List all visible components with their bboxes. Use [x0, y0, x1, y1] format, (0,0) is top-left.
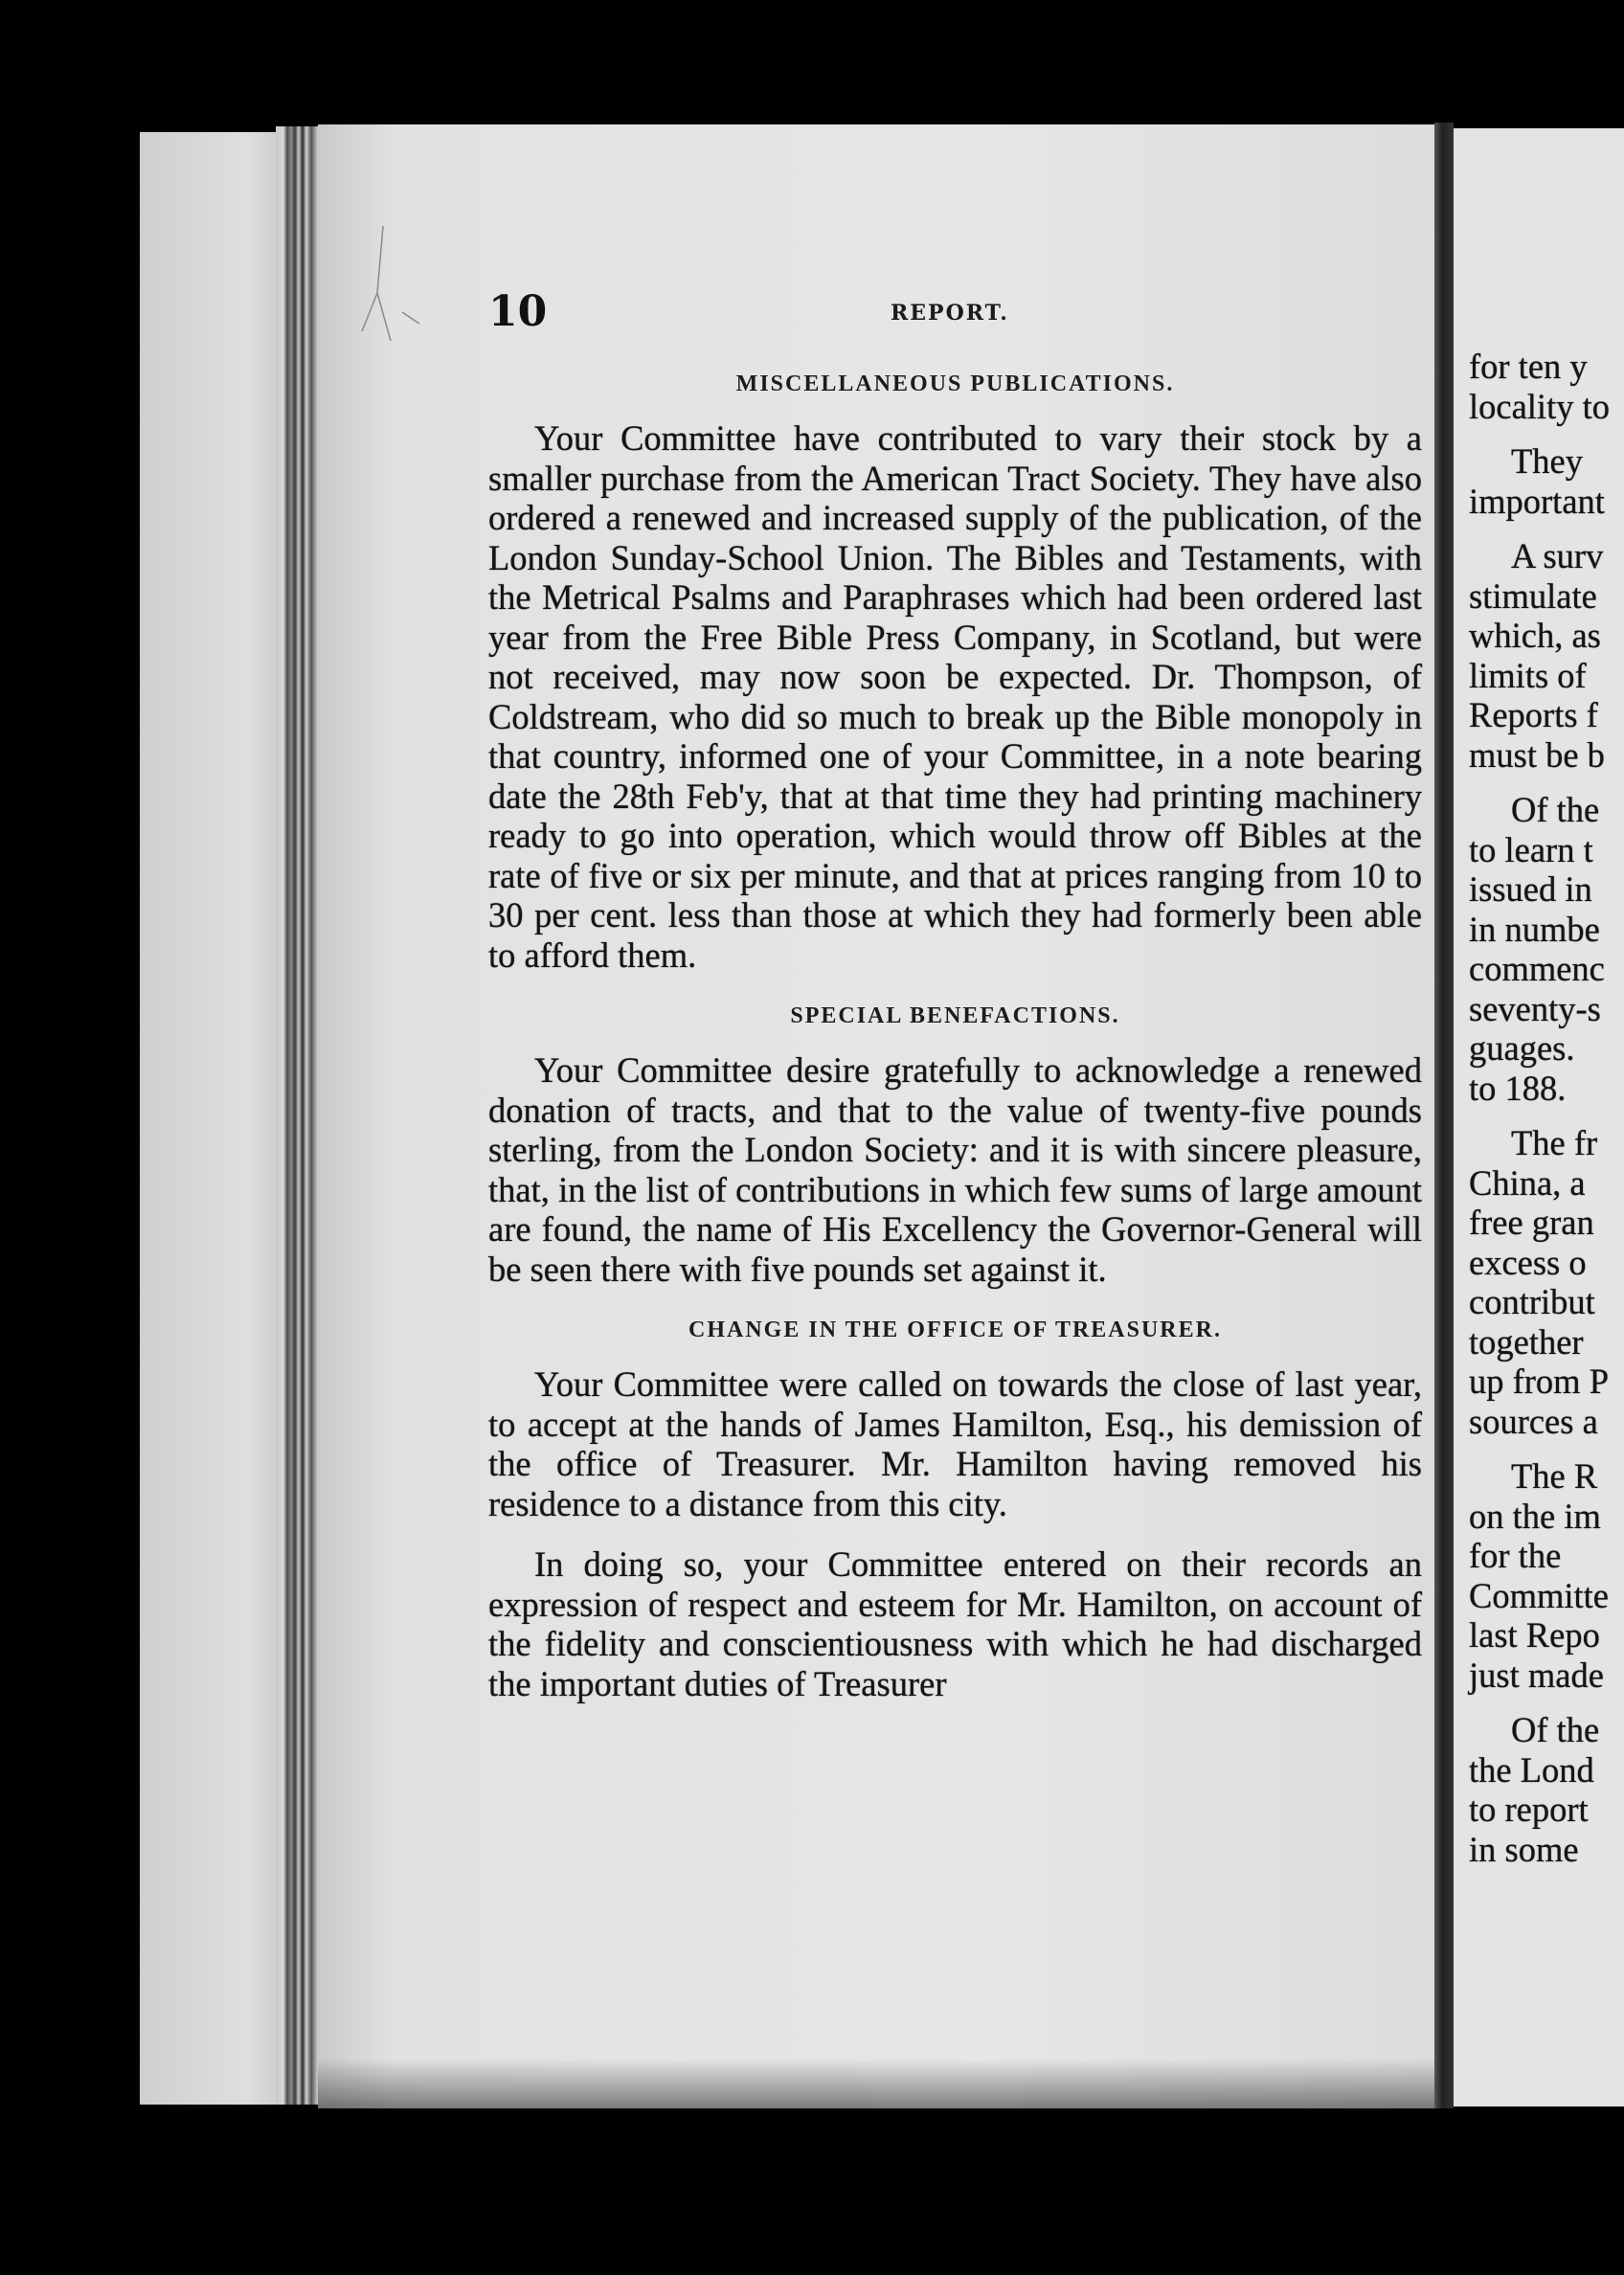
facing-line: for ten y: [1469, 347, 1588, 386]
facing-line: important: [1469, 481, 1605, 521]
paragraph-treasurer-2: In doing so, your Committee entered on their records an expression of respect and esteem for Mr. Hamilton, on account of the fidelity and conscientiousness with which he had discharged the important duties of Treasurer: [488, 1544, 1422, 1703]
facing-line: on the im: [1469, 1496, 1601, 1536]
facing-line: China, a: [1469, 1162, 1586, 1203]
facing-line: A surv: [1511, 536, 1604, 575]
page-stack-edge: [276, 126, 318, 2105]
facing-line: Of the: [1511, 790, 1600, 829]
facing-line: guages.: [1469, 1028, 1575, 1068]
facing-line: The R: [1511, 1456, 1598, 1496]
pencil-mark: [345, 216, 431, 370]
facing-line: locality to: [1469, 386, 1610, 426]
facing-line: Of the: [1511, 1710, 1600, 1749]
facing-page: [1454, 128, 1624, 2106]
facing-line: to report: [1469, 1790, 1589, 1829]
book-gutter: [1434, 123, 1454, 2110]
facing-line: Committe: [1469, 1575, 1609, 1615]
facing-line: contribut: [1469, 1282, 1595, 1321]
paragraph-benefactions: Your Committee desire gratefully to acknowledge a renewed donation of tracts, and that to the value of twenty-five pounds sterling, from the London Society: and it is with sincere pleasure, that, in the list of contributions in which few sums of large amount are found, the name of His Excellency the Governor-General will be seen there with five pounds set against it.: [488, 1050, 1422, 1289]
facing-line: just made: [1469, 1655, 1604, 1695]
facing-line: free gran: [1469, 1203, 1594, 1242]
page-body: [488, 372, 1422, 1703]
facing-line: in some: [1469, 1829, 1579, 1869]
facing-line: issued in: [1469, 869, 1592, 909]
facing-line: the Lond: [1469, 1749, 1594, 1790]
facing-line: up from P: [1469, 1362, 1609, 1401]
page-header: [488, 287, 1427, 345]
paragraph-treasurer-1: Your Committee were called on towards the close of last year, to accept at the hands of James Hamilton, Esq., his demission of the office of Treasurer. Mr. Hamilton having removed his residence to a distance from this city.: [488, 1364, 1422, 1523]
facing-line: to learn t: [1469, 829, 1593, 869]
facing-line: together: [1469, 1321, 1584, 1362]
section-heading-benefactions: SPECIAL BENEFACTIONS.: [790, 1003, 1120, 1028]
page-bottom-shadow: [318, 2059, 1436, 2108]
facing-line: excess o: [1469, 1242, 1587, 1282]
scan-background: [0, 2108, 1624, 2275]
previous-page-edge: [140, 132, 293, 2105]
page-number: 10: [488, 287, 548, 336]
facing-line: for the: [1469, 1536, 1562, 1575]
paragraph-miscellaneous: Your Committee have contributed to vary their stock by a smaller purchase from the American Tract Society. They have also ordered a renewed and increased supply of the publication, of the London Sunday-School Union. The Bibles and Testaments, with the Metrical Psalms and Paraphrases which had been ordered last year from the Free Bible Press Company, in Scotland, but were not received, may now soon be expected. Dr. Thompson, of Coldstream, who did so much to break up the Bible monopoly in that country, informed one of your Committee, in a note bearing date the 28th Feb'y, that at that time they had printing machinery ready to go into operation, which would throw off Bibles at the rate of five or six per minute, and that at prices ranging from 10 to 30 per cent. less than those at which they had formerly been able to afford them.: [488, 418, 1422, 975]
facing-line: sources a: [1469, 1401, 1598, 1441]
facing-line: stimulate: [1469, 575, 1597, 616]
facing-line: They: [1511, 441, 1583, 481]
facing-line: last Repo: [1469, 1615, 1600, 1655]
section-heading-treasurer: CHANGE IN THE OFFICE OF TREASURER.: [688, 1318, 1222, 1342]
facing-line: The fr: [1511, 1123, 1598, 1162]
facing-line: seventy-s: [1469, 988, 1601, 1028]
facing-line: commenc: [1469, 949, 1605, 988]
running-head: REPORT.: [891, 301, 1009, 326]
facing-line: to 188.: [1469, 1068, 1567, 1108]
facing-line: Reports f: [1469, 695, 1598, 734]
facing-line: in numbe: [1469, 909, 1600, 949]
section-heading-miscellaneous: MISCELLANEOUS PUBLICATIONS.: [735, 372, 1175, 396]
facing-line: limits of: [1469, 655, 1587, 695]
facing-line: must be b: [1469, 734, 1605, 775]
facing-page-text: [1469, 347, 1624, 1869]
facing-line: which, as: [1469, 616, 1601, 655]
